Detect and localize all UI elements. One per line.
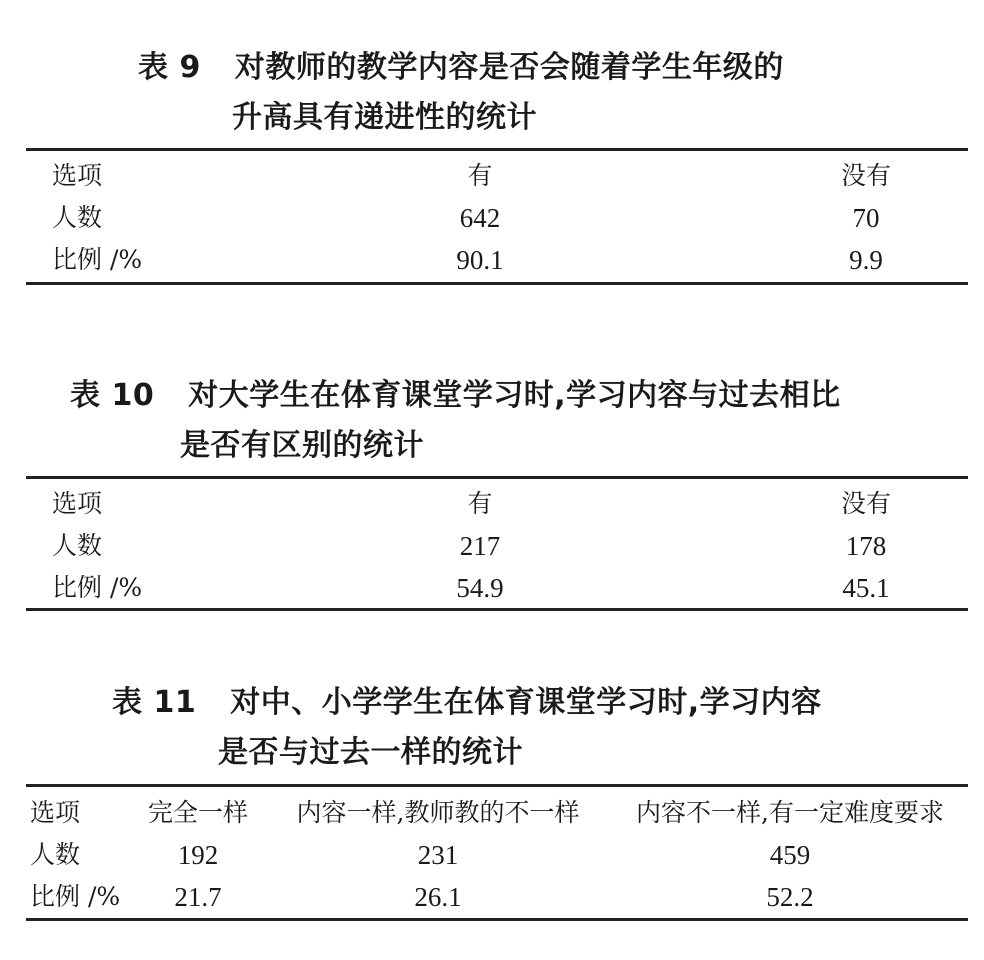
table-10-header-no: 没有 [840,489,892,518]
table-9-row-count-yes: 642 [459,203,501,233]
table-10-label: 表 10 [70,378,155,413]
table-11-header-same-content: 内容一样,教师教的不一样 [296,798,580,827]
table-11-header-option: 选项 [30,798,81,827]
table-9-title [138,42,784,86]
table-11-top-rule [26,784,968,787]
table-10-row-count-no: 178 [845,531,887,561]
table-9-header-yes: 有 [467,161,493,190]
table-9-row-ratio-label: 比例 /% [52,245,143,274]
table-10-row-count-yes: 217 [459,531,501,561]
table-9-label: 表 9 [138,50,201,85]
table-10-row-count-label: 人数 [52,531,103,560]
table-10-header-option: 选项 [52,489,103,518]
table-11-row-ratio-different: 52.2 [766,882,814,912]
table-9-header-no: 没有 [840,161,892,190]
table-11-row-count-same: 192 [177,840,219,870]
table-11-bottom-rule [26,918,968,921]
table-11-title [112,677,822,721]
table-9-row-count-label: 人数 [52,203,103,232]
table-9-title-line1: 对教师的教学内容是否会随着学生年级的 [234,50,784,85]
table-9-header-option: 选项 [52,161,103,190]
table-10-top-rule [26,476,968,479]
table-10-title-line1: 对大学生在体育课堂学习时,学习内容与过去相比 [188,378,841,413]
table-9-row-ratio-no: 9.9 [849,245,883,275]
table-10-bottom-rule [26,608,968,611]
table-11-label: 表 11 [112,685,197,720]
table-11-row-ratio-same-content: 26.1 [414,882,462,912]
table-9-top-rule [26,148,968,151]
table-11-row-ratio-same: 21.7 [174,882,222,912]
table-9-title-line2: 升高具有递进性的统计 [232,100,537,135]
table-11-row-count-same-content: 231 [417,840,459,870]
table-11-title-line1: 对中、小学学生在体育课堂学习时,学习内容 [230,685,822,720]
table-10-header-yes: 有 [467,489,493,518]
table-11-row-count-different: 459 [769,840,811,870]
table-10-title-line2: 是否有区别的统计 [180,428,424,463]
table-10-row-ratio-yes: 54.9 [456,573,504,603]
table-11-header-different: 内容不一样,有一定难度要求 [636,798,944,827]
table-10-title [70,370,841,414]
table-9-bottom-rule [26,282,968,285]
table-11-row-count-label: 人数 [30,840,81,869]
table-10-row-ratio-label: 比例 /% [52,573,143,602]
table-11-header-same: 完全一样 [147,798,249,827]
table-10-row-ratio-no: 45.1 [842,573,890,603]
table-11-row-ratio-label: 比例 /% [30,882,121,911]
table-9-row-ratio-yes: 90.1 [456,245,504,275]
table-9-row-count-no: 70 [852,203,880,233]
table-11-title-line2: 是否与过去一样的统计 [218,735,523,770]
